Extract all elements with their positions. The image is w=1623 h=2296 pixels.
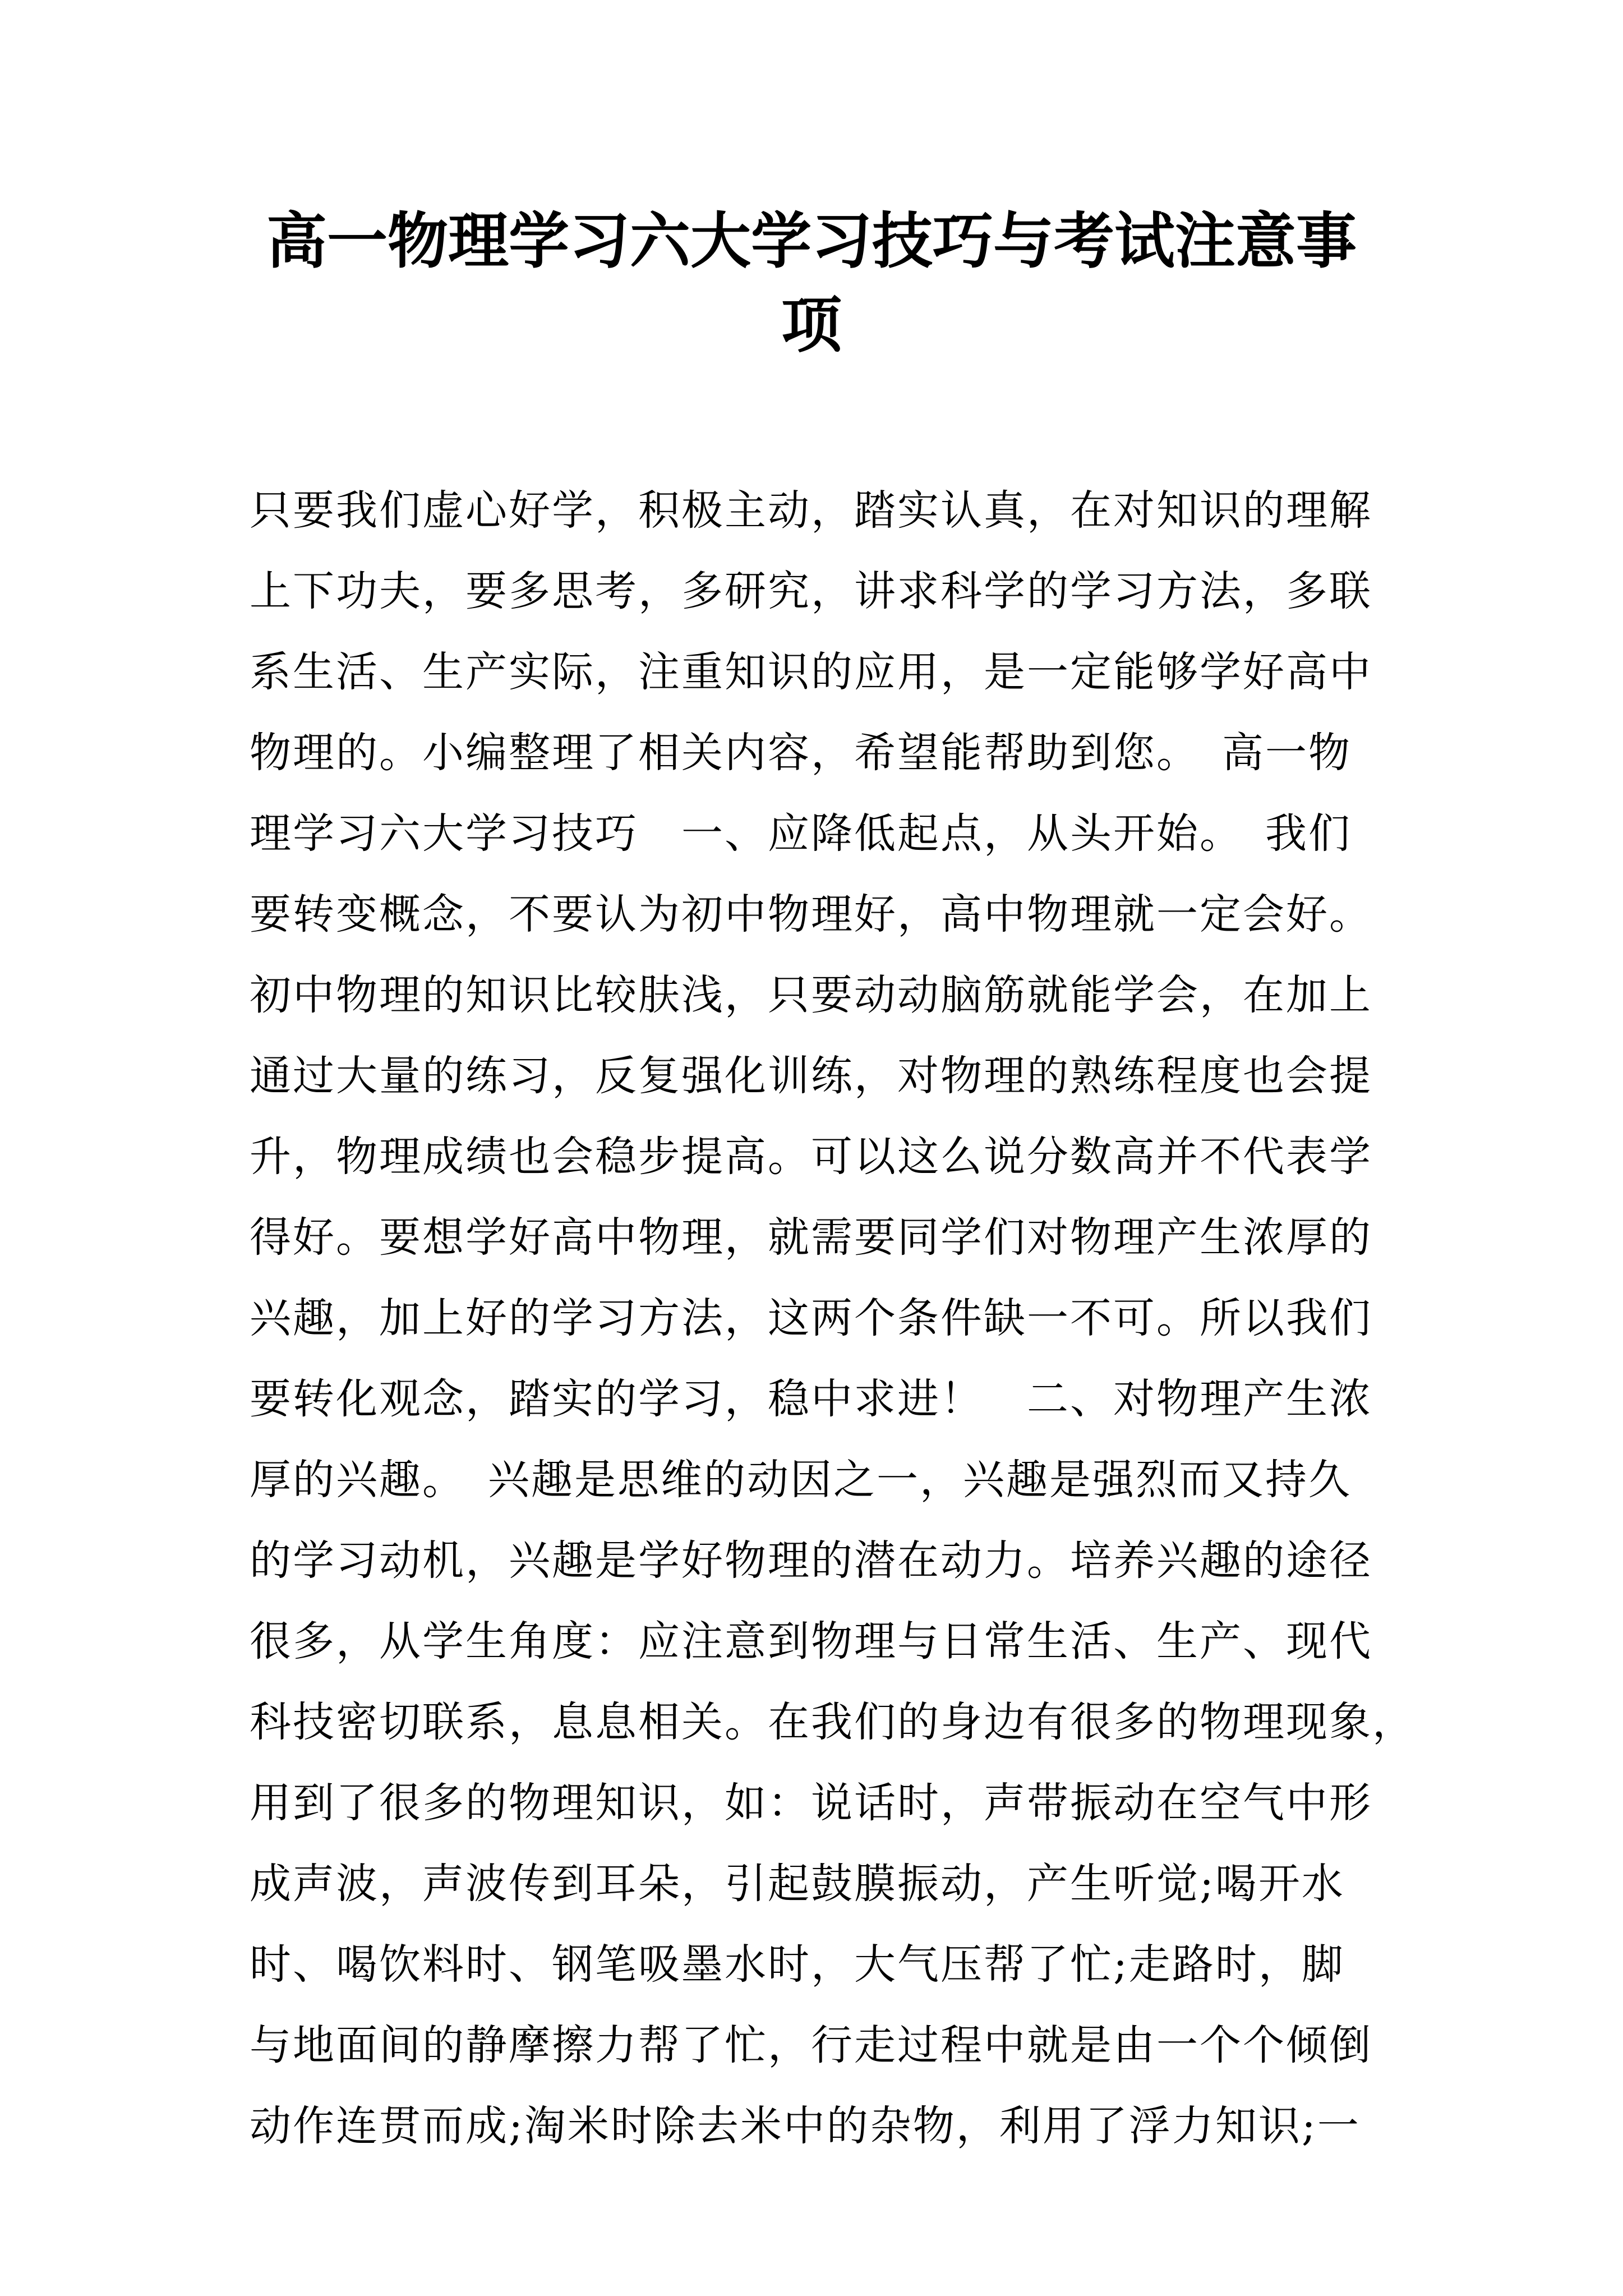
document-body (250, 470, 1427, 2166)
body-line: 理学习六大学习技巧 一、应降低起点，从头开始。 我们 (250, 809, 1352, 858)
body-line: 与地面间的静摩擦力帮了忙，行走过程中就是由一个个倾倒 (250, 2021, 1372, 2069)
body-line: 要转变概念，不要认为初中物理好，高中物理就一定会好。 (250, 890, 1372, 938)
body-line: 初中物理的知识比较肤浅，只要动动脑筋就能学会，在加上 (250, 971, 1372, 1019)
title-line-1: 高一物理学习六大学习技巧与考试注意事 (266, 206, 1357, 277)
body-line: 的学习动机，兴趣是学好物理的潜在动力。培养兴趣的途径 (250, 1536, 1372, 1585)
body-line: 很多，从学生角度：应注意到物理与日常生活、生产、现代 (250, 1617, 1372, 1665)
body-line: 得好。要想学好高中物理，就需要同学们对物理产生浓厚的 (250, 1213, 1372, 1262)
body-line: 系生活、生产实际，注重知识的应用，是一定能够学好高中 (250, 648, 1372, 696)
body-line: 兴趣，加上好的学习方法，这两个条件缺一不可。所以我们 (250, 1294, 1372, 1342)
body-line: 动作连贯而成;淘米时除去米中的杂物，利用了浮力知识;一 (250, 2102, 1361, 2150)
body-line: 厚的兴趣。 兴趣是思维的动因之一，兴趣是强烈而又持久 (250, 1456, 1352, 1504)
body-line: 通过大量的练习，反复强化训练，对物理的熟练程度也会提 (250, 1052, 1372, 1100)
body-line: 升，物理成绩也会稳步提高。可以这么说分数高并不代表学 (250, 1133, 1372, 1181)
body-line: 成声波，声波传到耳朵，引起鼓膜振动，产生听觉;喝开水 (250, 1860, 1345, 1908)
body-line: 上下功夫，要多思考，多研究，讲求科学的学习方法，多联 (250, 567, 1372, 615)
body-line: 要转化观念，踏实的学习，稳中求进！ 二、对物理产生浓 (250, 1375, 1372, 1423)
body-line: 科技密切联系，息息相关。在我们的身边有很多的物理现象， (250, 1698, 1415, 1746)
title-line-2: 项 (781, 290, 842, 361)
document-title (236, 199, 1387, 367)
body-line: 物理的。小编整理了相关内容，希望能帮助到您。 高一物 (250, 729, 1352, 777)
body-line: 只要我们虚心好学，积极主动，踏实认真，在对知识的理解 (250, 486, 1372, 535)
body-line: 用到了很多的物理知识，如：说话时，声带振动在空气中形 (250, 1779, 1372, 1827)
body-line: 时、喝饮料时、钢笔吸墨水时，大气压帮了忙;走路时，脚 (250, 1940, 1345, 1989)
